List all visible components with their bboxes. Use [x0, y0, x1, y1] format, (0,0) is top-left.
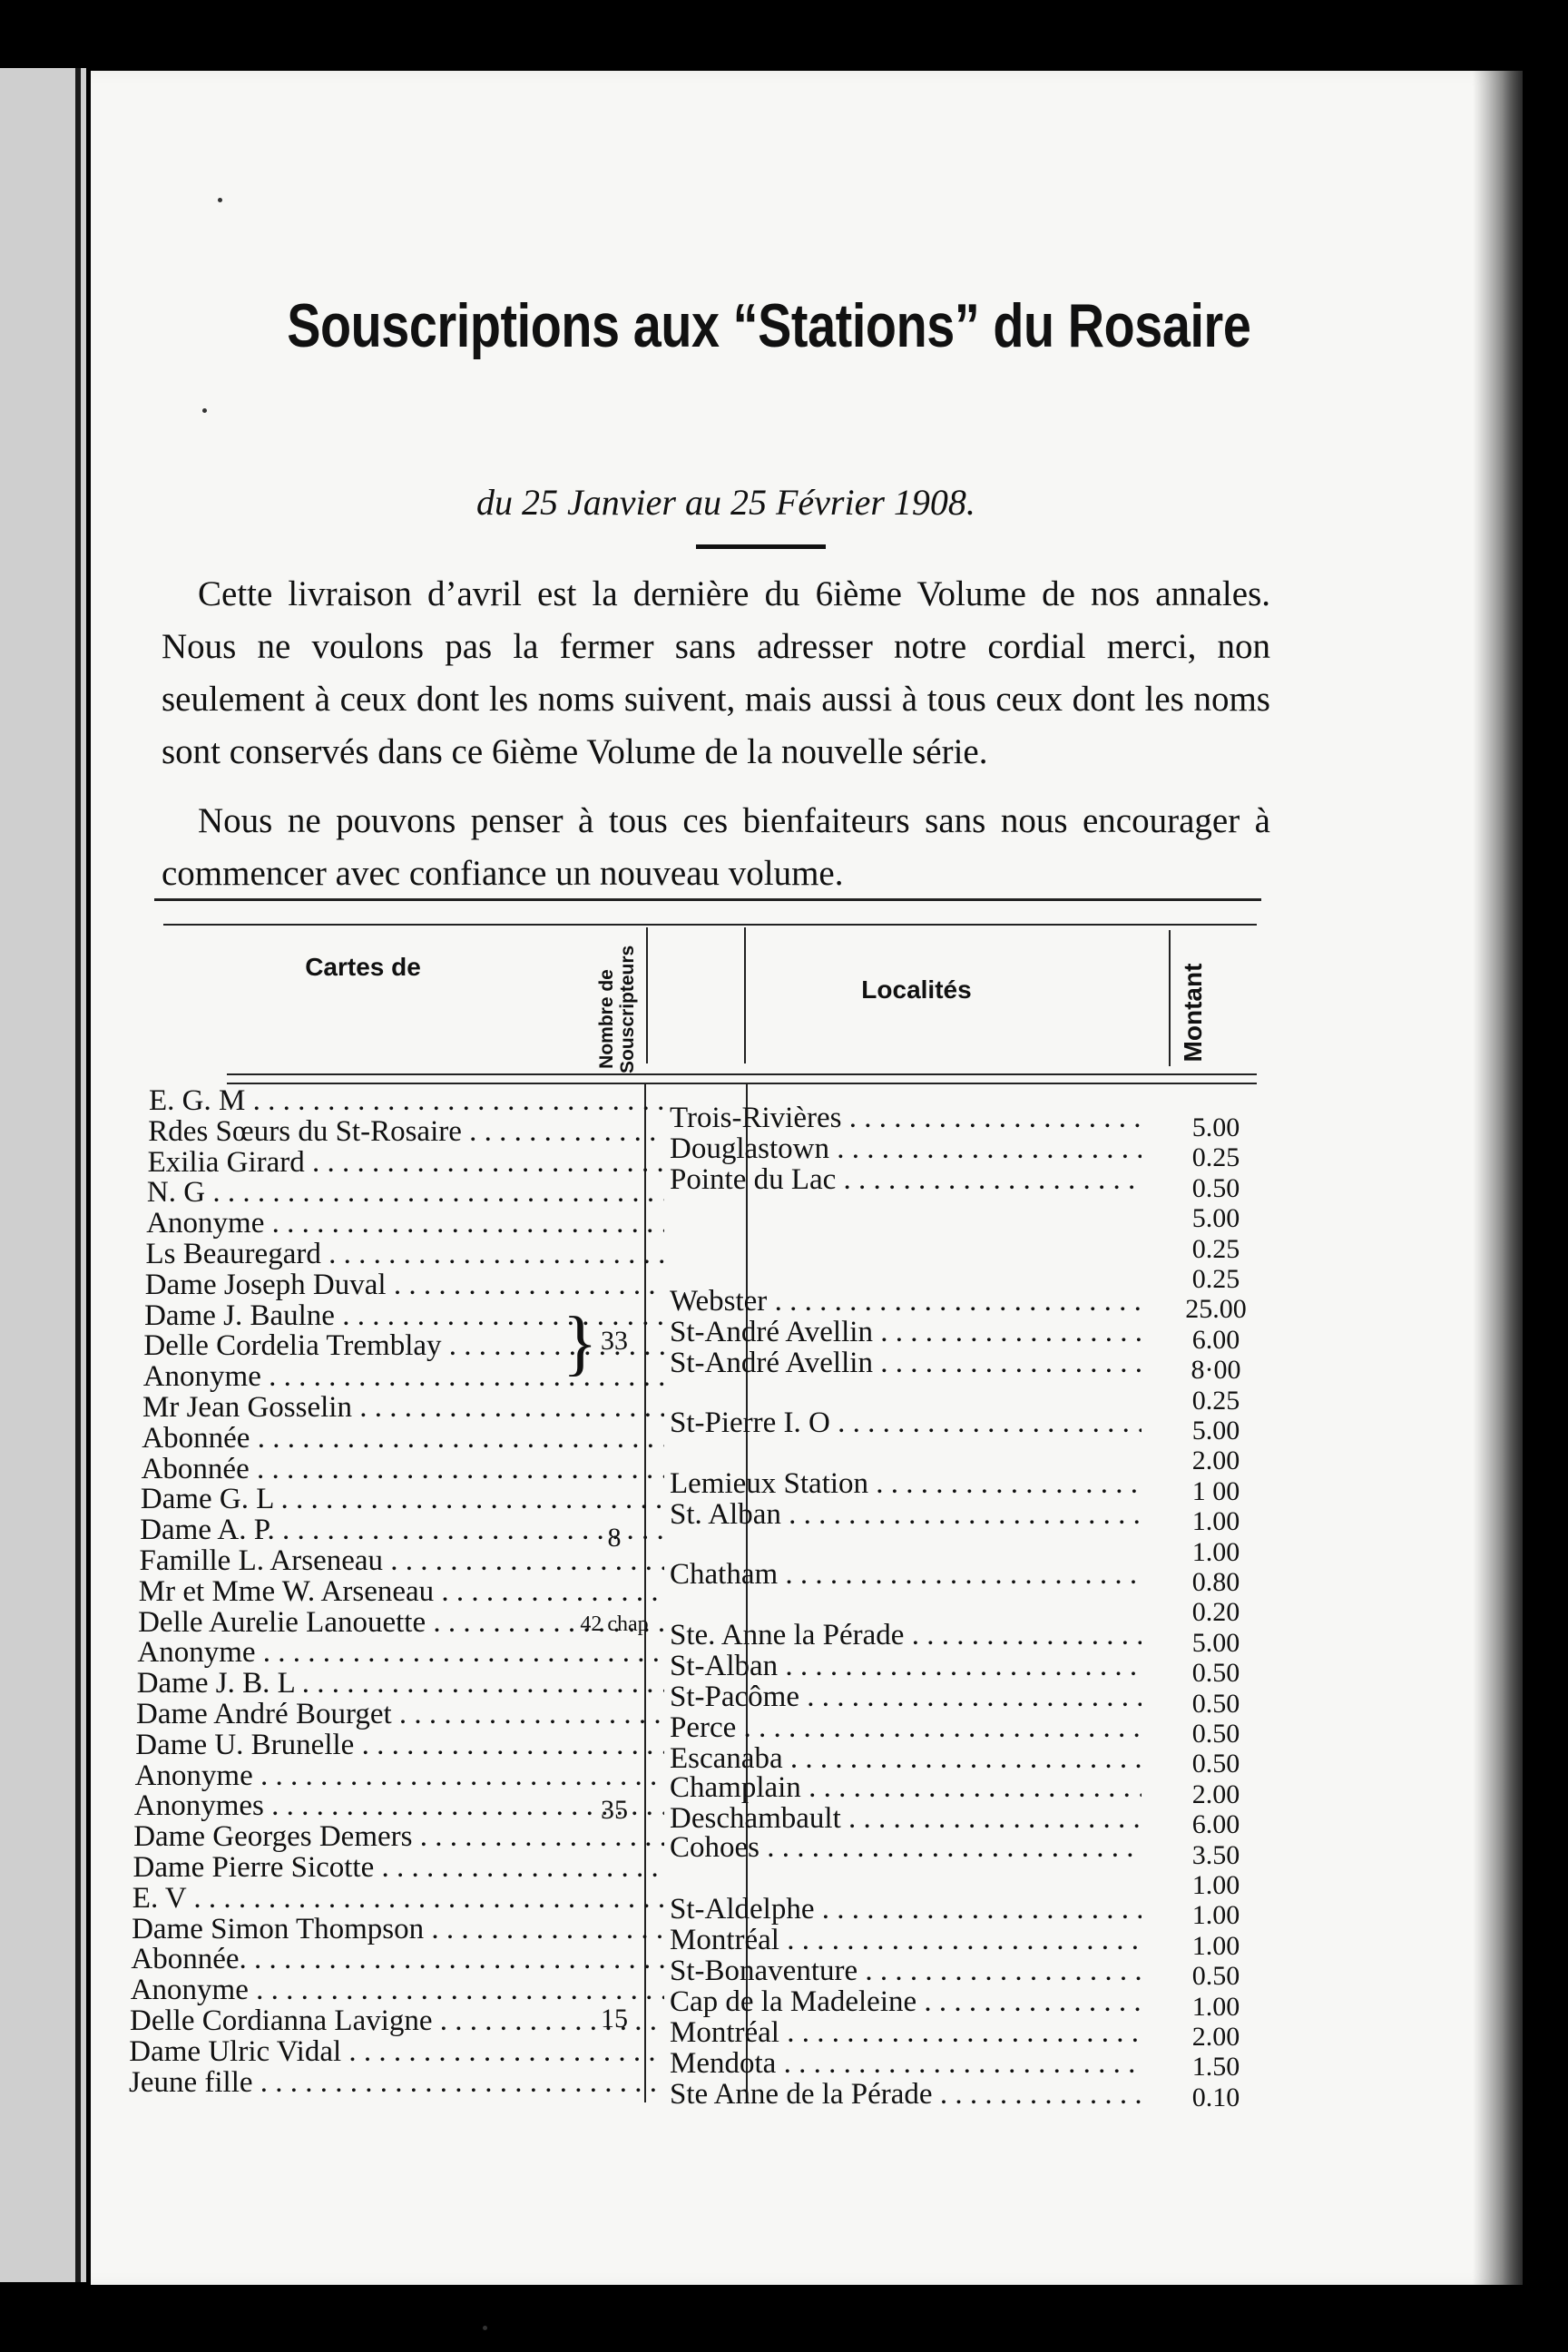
localite-name: St-André Avellin — [670, 1316, 873, 1348]
leader-dots — [247, 1945, 664, 1975]
cartes-row — [129, 1455, 664, 1485]
cartes-name: E. G. M — [149, 1086, 246, 1117]
cartes-name: Dame André Bourget — [136, 1699, 392, 1730]
cartes-name: Ls Beauregard — [145, 1239, 321, 1270]
localite-row — [670, 1102, 1142, 1135]
localite-row — [670, 1711, 1142, 1745]
montant-value: 0.50 — [1191, 1961, 1240, 1992]
montant-value: 1 00 — [1191, 1475, 1240, 1506]
leader-dots — [776, 2047, 1142, 2080]
cartes-name: Delle Cordianna Lavigne — [130, 2005, 433, 2037]
localite-row — [670, 1163, 1142, 1197]
leader-dots — [186, 1884, 664, 1915]
montant-value: 2.00 — [1191, 1779, 1240, 1809]
cartes-name: Dame A. P. — [140, 1515, 275, 1546]
cartes-name: Abonnée — [141, 1454, 250, 1485]
localite-row — [670, 1771, 1142, 1805]
cartes-name: Anonyme — [137, 1638, 256, 1670]
montant-value: 5.00 — [1191, 1112, 1240, 1142]
localite-name: Perce — [670, 1711, 737, 1744]
cartes-row — [129, 1240, 664, 1270]
cartes-name: Jeune fille — [129, 2067, 253, 2099]
montant-value: 0.50 — [1191, 1658, 1240, 1689]
localite-name: Ste. Anne la Pérade — [670, 1619, 905, 1651]
cartes-row — [129, 1485, 664, 1515]
leader-dots — [256, 1638, 664, 1669]
cartes-name: Rdes Sœurs du St-Rosaire — [148, 1116, 462, 1148]
montant-value: 6.00 — [1191, 1809, 1240, 1840]
cartes-name: Delle Aurelie Lanouette — [138, 1607, 426, 1639]
page-title: Souscriptions aux “Stations” du Rosaire — [287, 291, 1251, 360]
localite-name: St-Pacôme — [670, 1681, 799, 1713]
header-divider — [1169, 930, 1171, 1066]
montant-value: 1.00 — [1191, 1870, 1240, 1900]
localite-name: Montréal — [670, 1924, 779, 1956]
montant-value: 25.00 — [1185, 1294, 1247, 1325]
header-cartes: Cartes de — [305, 953, 421, 981]
localite-row — [670, 1467, 1142, 1501]
localite-name: Deschambault — [670, 1802, 841, 1835]
cartes-name: Dame Simon Thompson — [132, 1914, 425, 1945]
localite-name: Douglastown — [670, 1132, 829, 1165]
leader-dots — [253, 2068, 664, 2099]
nombre-value: 33 — [601, 1326, 628, 1356]
cartes-row — [129, 1884, 664, 1915]
localite-name: St-Alban — [670, 1650, 779, 1682]
localite-row — [670, 1985, 1142, 2019]
montant-value: 2.00 — [1191, 2022, 1240, 2052]
leader-dots — [736, 1711, 1142, 1744]
leader-dots — [205, 1178, 664, 1209]
leader-dots — [778, 1650, 1142, 1682]
brace: } — [563, 1303, 598, 1383]
localite-name: Mendota — [670, 2047, 777, 2080]
montant-value: 2.00 — [1191, 1446, 1240, 1476]
montant-value: 0.50 — [1191, 1749, 1240, 1779]
localite-name: St-Pierre I. O — [670, 1406, 830, 1439]
cartes-name: E. V — [132, 1883, 187, 1915]
localite-row — [670, 1831, 1142, 1865]
localite-name: Lemieux Station — [670, 1467, 869, 1500]
montant-value: 0.50 — [1191, 1688, 1240, 1719]
left-page-edge — [0, 68, 86, 2282]
speck — [218, 198, 222, 202]
cartes-name: Dame Pierre Sicotte — [132, 1852, 375, 1884]
leader-dots — [374, 1853, 664, 1884]
leader-dots — [424, 1915, 664, 1945]
cartes-name: Dame J. B. L — [136, 1669, 295, 1700]
cartes-name: Anonyme — [142, 1362, 261, 1393]
title-rule — [696, 544, 826, 549]
leader-dots — [261, 1362, 664, 1393]
cartes-name: Anonymes — [133, 1791, 264, 1823]
localite-row — [670, 2078, 1142, 2112]
localite-name: Cohoes — [670, 1831, 760, 1864]
leader-dots — [779, 2016, 1142, 2049]
nombre-value: 35 — [601, 1795, 628, 1825]
cartes-row — [129, 1638, 664, 1669]
leader-dots — [305, 1148, 664, 1179]
localite-row — [670, 1498, 1142, 1532]
cartes-row — [129, 1853, 664, 1884]
cartes-name: Exilia Girard — [147, 1147, 305, 1179]
speck — [202, 408, 207, 413]
cartes-row — [129, 2037, 664, 2068]
cartes-row — [129, 1669, 664, 1700]
montant-value: 0.25 — [1191, 1385, 1240, 1416]
localite-row — [670, 1347, 1142, 1380]
intro-paragraph-2: Nous ne pouvons penser à tous ces bienfaiteurs sans nous encourager à commencer avec confiance un nouveau volume. — [162, 801, 1270, 893]
leader-dots — [434, 1577, 664, 1608]
leader-dots — [781, 1498, 1142, 1531]
cartes-name: Mr et Mme W. Arseneau — [138, 1576, 435, 1608]
montant-value: 1.50 — [1191, 2052, 1240, 2082]
localite-row — [670, 1650, 1142, 1683]
page-subtitle: du 25 Janvier au 25 Février 1908. — [476, 482, 975, 523]
localite-row — [670, 1619, 1142, 1652]
localite-row — [670, 1285, 1142, 1318]
leader-dots — [264, 1209, 664, 1240]
header-nombre: Nombre de Souscripteurs — [596, 945, 638, 1073]
localite-name: Cap de la Madeleine — [670, 1985, 917, 2018]
montant-value: 1.00 — [1191, 1536, 1240, 1567]
cartes-name: Dame U. Brunelle — [135, 1730, 355, 1761]
cartes-row — [129, 1270, 664, 1301]
cartes-row — [129, 1915, 664, 1945]
localite-row — [670, 1316, 1142, 1349]
leader-dots — [273, 1485, 664, 1515]
nombre-value: 42 chap — [580, 1612, 649, 1636]
leader-dots — [799, 1681, 1142, 1713]
montant-value: 1.00 — [1191, 1900, 1240, 1931]
localite-name: Champlain — [670, 1771, 801, 1804]
cartes-row — [129, 1393, 664, 1424]
leader-dots — [836, 1163, 1142, 1196]
leader-dots — [352, 1393, 664, 1424]
localite-row — [670, 1893, 1142, 1926]
localite-name: Montréal — [670, 2016, 779, 2049]
cartes-row — [129, 1975, 664, 2006]
montant-value: 5.00 — [1191, 1627, 1240, 1658]
nombre-value: 8 — [607, 1523, 622, 1553]
table-top-rule — [154, 898, 1261, 901]
cartes-name: Anonyme — [130, 1975, 249, 2006]
cartes-name: Famille L. Arseneau — [139, 1545, 384, 1577]
montant-value: 0.25 — [1191, 1264, 1240, 1294]
montant-value: 0.25 — [1191, 1233, 1240, 1264]
cartes-name: Mr Jean Gosselin — [142, 1392, 352, 1424]
leader-dots — [830, 1406, 1142, 1439]
leader-dots — [767, 1285, 1142, 1318]
cartes-name: Dame Joseph Duval — [144, 1269, 387, 1301]
cartes-name: Dame G. L — [140, 1485, 274, 1516]
localite-row — [670, 1924, 1142, 1957]
leader-dots — [250, 1455, 664, 1485]
leader-dots — [829, 1132, 1142, 1165]
header-rule — [227, 1083, 1257, 1084]
localite-row — [670, 2016, 1142, 2050]
montant-value: 1.00 — [1191, 1930, 1240, 1961]
montant-value: 0.25 — [1191, 1142, 1240, 1173]
leader-dots — [873, 1347, 1142, 1379]
localite-row — [670, 1558, 1142, 1592]
localite-row — [670, 1955, 1142, 1988]
montant-value: 6.00 — [1191, 1324, 1240, 1355]
cartes-row — [129, 1730, 664, 1761]
cartes-name: Anonyme — [134, 1760, 253, 1792]
table-rule — [163, 924, 1257, 926]
nombre-value: 15 — [601, 2004, 628, 2034]
header-rule — [227, 1073, 1257, 1075]
header-divider — [646, 927, 648, 1063]
localite-name: St-André Avellin — [670, 1347, 873, 1379]
cartes-row — [129, 1424, 664, 1455]
localite-name: Trois-Rivières — [670, 1102, 842, 1134]
cartes-name: Dame Georges Demers — [133, 1822, 413, 1853]
montant-value: 1.00 — [1191, 1991, 1240, 2022]
leader-dots — [933, 2078, 1142, 2111]
cartes-row — [129, 1209, 664, 1240]
localite-row — [670, 1406, 1142, 1440]
cartes-name: Delle Cordelia Tremblay — [143, 1331, 442, 1363]
cartes-name: Dame Ulric Vidal — [129, 2036, 342, 2068]
header-localites: Localités — [861, 975, 972, 1004]
header-montant: Montant — [1179, 963, 1207, 1063]
cartes-name: Abonnée. — [131, 1945, 247, 1976]
cartes-row — [129, 1945, 664, 1975]
montant-value: 0.50 — [1191, 1172, 1240, 1203]
localite-row — [670, 1132, 1142, 1166]
header-divider — [744, 927, 746, 1063]
cartes-row — [129, 1577, 664, 1608]
montant-value: 1.00 — [1191, 1506, 1240, 1537]
leader-dots — [904, 1619, 1142, 1651]
leader-dots — [249, 1975, 664, 2006]
localite-name: St-Aldelphe — [670, 1893, 815, 1926]
montant-value: 5.00 — [1191, 1203, 1240, 1234]
leader-dots — [253, 1761, 664, 1792]
leader-dots — [321, 1240, 664, 1270]
leader-dots — [250, 1424, 664, 1455]
leader-dots — [778, 1558, 1142, 1591]
spine-shadow — [1473, 71, 1523, 2285]
cartes-name: N. G — [146, 1178, 206, 1210]
leader-dots — [783, 1742, 1142, 1775]
leader-dots — [295, 1669, 664, 1700]
cartes-row — [129, 1117, 664, 1148]
cartes-row — [129, 1148, 664, 1179]
page-gutter — [75, 68, 81, 2282]
cartes-name: Anonyme — [146, 1209, 265, 1240]
localite-name: Escanaba — [670, 1742, 783, 1775]
leader-dots — [801, 1771, 1142, 1804]
cartes-row — [129, 1822, 664, 1853]
cartes-row — [129, 1178, 664, 1209]
montant-value: 3.50 — [1191, 1839, 1240, 1870]
leader-dots — [387, 1270, 664, 1301]
leader-dots — [392, 1700, 664, 1730]
localite-name: Pointe du Lac — [670, 1163, 837, 1196]
leader-dots — [858, 1955, 1142, 1987]
leader-dots — [916, 1985, 1142, 2018]
leader-dots — [412, 1822, 664, 1853]
localite-name: Chatham — [670, 1558, 779, 1591]
cartes-row — [129, 1700, 664, 1730]
leader-dots — [341, 2037, 664, 2068]
cartes-column — [129, 1086, 664, 2098]
leader-dots — [779, 1924, 1142, 1956]
cartes-row — [129, 1761, 664, 1792]
leader-dots — [841, 1102, 1142, 1134]
speck — [483, 2326, 487, 2330]
montant-value: 0.20 — [1191, 1597, 1240, 1628]
leader-dots — [868, 1467, 1142, 1500]
cartes-row — [129, 2068, 664, 2099]
leader-dots — [814, 1893, 1142, 1926]
leader-dots — [354, 1730, 664, 1761]
leader-dots — [841, 1802, 1142, 1835]
montant-value: 0.10 — [1191, 2082, 1240, 2112]
montant-value: 0.50 — [1191, 1719, 1240, 1749]
cartes-name: Dame J. Baulne — [144, 1300, 335, 1332]
montant-value: 0.80 — [1191, 1567, 1240, 1597]
leader-dots — [760, 1831, 1142, 1864]
localite-name: Webster — [670, 1285, 768, 1318]
localite-name: St-Bonaventure — [670, 1955, 858, 1987]
intro-paragraph: Cette livraison d’avril est la dernière du 6ième Volume de nos annales. Nous ne voulons pas la fermer sans adresser notre cordial merci, non seulement à ceux dont les noms suivent, mais aussi à tous ceux dont les noms sont conservés dans ce 6ième Volume de la nouvelle série. — [162, 574, 1270, 771]
localite-name: Ste Anne de la Pérade — [670, 2078, 933, 2111]
cartes-row — [129, 1086, 664, 1117]
localite-row — [670, 1681, 1142, 1714]
leader-dots — [462, 1117, 664, 1148]
leader-dots — [873, 1316, 1142, 1348]
montant-value: 5.00 — [1191, 1416, 1240, 1446]
montant-value: 8·00 — [1191, 1355, 1241, 1386]
cartes-name: Abonnée — [142, 1423, 250, 1455]
localite-row — [670, 2047, 1142, 2081]
localite-name: St. Alban — [670, 1498, 781, 1531]
leader-dots — [245, 1086, 664, 1117]
